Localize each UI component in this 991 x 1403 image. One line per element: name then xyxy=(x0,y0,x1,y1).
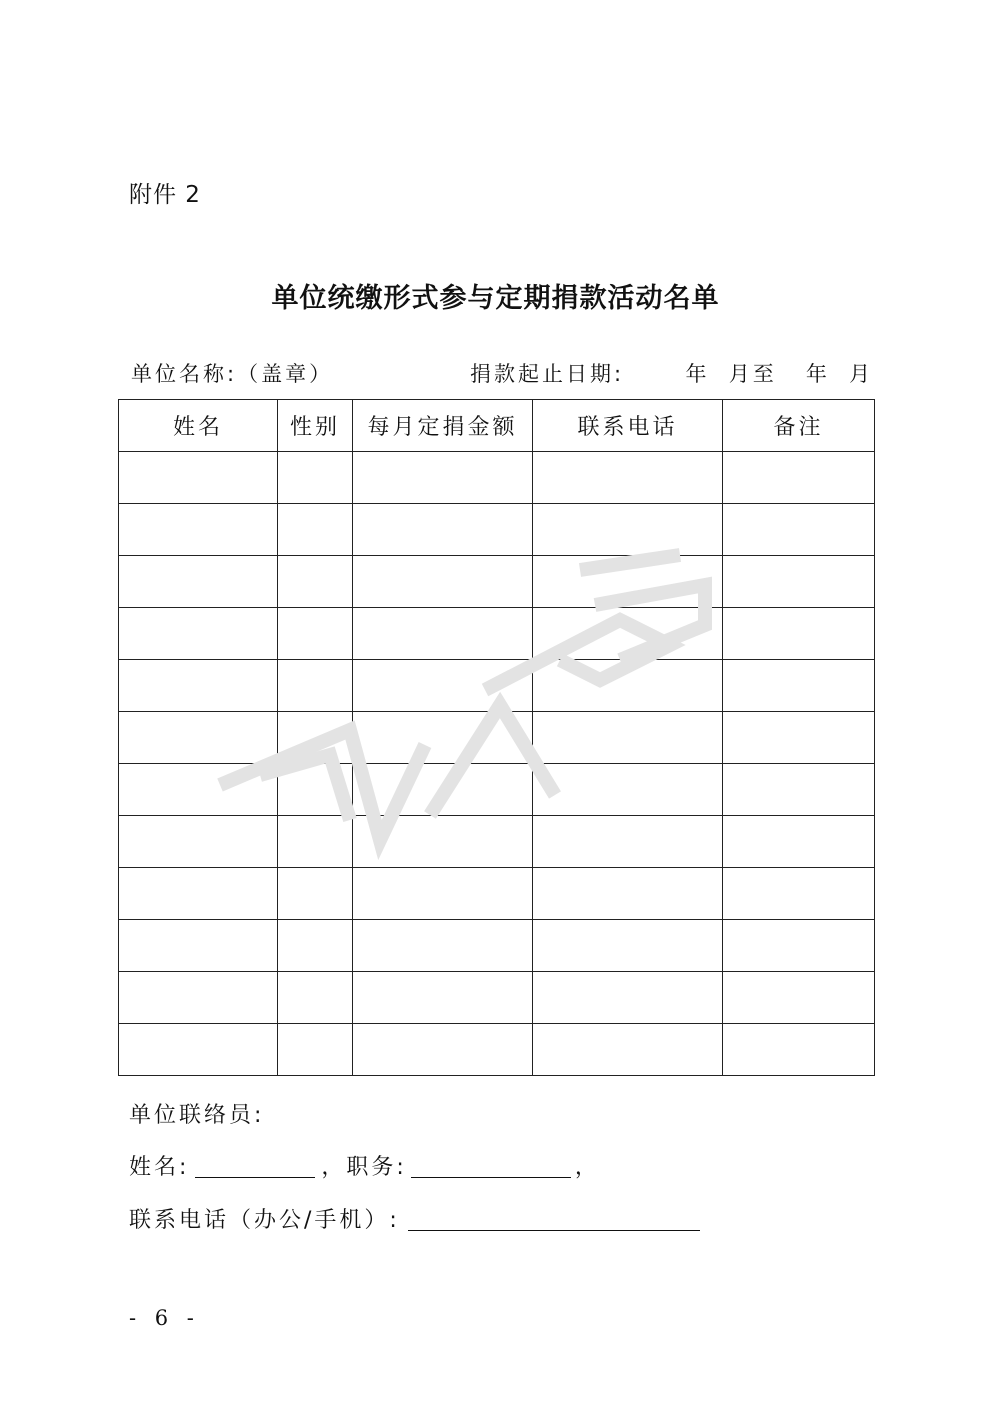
cell-phone[interactable] xyxy=(533,816,723,868)
header-phone: 联系电话 xyxy=(533,400,723,452)
cell-phone[interactable] xyxy=(533,972,723,1024)
cell-phone[interactable] xyxy=(533,1024,723,1076)
table-row xyxy=(119,608,875,660)
cell-notes[interactable] xyxy=(723,764,875,816)
cell-name[interactable] xyxy=(119,816,278,868)
cell-monthly-amount[interactable] xyxy=(353,972,533,1024)
date-label: 捐款起止日期: xyxy=(470,362,625,386)
cell-monthly-amount[interactable] xyxy=(353,1024,533,1076)
cell-monthly-amount[interactable] xyxy=(353,764,533,816)
page-number: - 6 - xyxy=(129,1306,200,1330)
cell-notes[interactable] xyxy=(723,972,875,1024)
contact-position-field[interactable] xyxy=(411,1153,571,1178)
cell-gender[interactable] xyxy=(278,816,353,868)
cell-notes[interactable] xyxy=(723,712,875,764)
cell-phone[interactable] xyxy=(533,556,723,608)
cell-notes[interactable] xyxy=(723,608,875,660)
cell-gender[interactable] xyxy=(278,452,353,504)
cell-gender[interactable] xyxy=(278,972,353,1024)
cell-name[interactable] xyxy=(119,868,278,920)
cell-notes[interactable] xyxy=(723,920,875,972)
cell-name[interactable] xyxy=(119,556,278,608)
cell-notes[interactable] xyxy=(723,816,875,868)
table-row xyxy=(119,712,875,764)
table-row xyxy=(119,556,875,608)
cell-monthly-amount[interactable] xyxy=(353,452,533,504)
header-name: 姓名 xyxy=(119,400,278,452)
cell-phone[interactable] xyxy=(533,660,723,712)
contact-position-label: ，职务: xyxy=(321,1155,407,1180)
cell-gender[interactable] xyxy=(278,1024,353,1076)
cell-notes[interactable] xyxy=(723,1024,875,1076)
table-row xyxy=(119,816,875,868)
cell-monthly-amount[interactable] xyxy=(353,504,533,556)
table-row xyxy=(119,920,875,972)
donor-table xyxy=(118,399,875,1076)
cell-phone[interactable] xyxy=(533,868,723,920)
cell-gender[interactable] xyxy=(278,660,353,712)
cell-monthly-amount[interactable] xyxy=(353,920,533,972)
cell-gender[interactable] xyxy=(278,556,353,608)
cell-gender[interactable] xyxy=(278,868,353,920)
donation-date-row xyxy=(470,358,873,388)
cell-gender[interactable] xyxy=(278,504,353,556)
table-row xyxy=(119,868,875,920)
cell-gender[interactable] xyxy=(278,764,353,816)
cell-name[interactable] xyxy=(119,504,278,556)
cell-notes[interactable] xyxy=(723,556,875,608)
cell-gender[interactable] xyxy=(278,608,353,660)
cell-phone[interactable] xyxy=(533,920,723,972)
table-header-row xyxy=(119,400,875,452)
table-body xyxy=(119,452,875,1076)
cell-notes[interactable] xyxy=(723,660,875,712)
cell-name[interactable] xyxy=(119,660,278,712)
cell-notes[interactable] xyxy=(723,452,875,504)
cell-name[interactable] xyxy=(119,452,278,504)
org-name-label: 单位名称:（盖章） xyxy=(131,362,334,386)
document-title: 单位统缴形式参与定期捐款活动名单 xyxy=(271,283,720,314)
attachment-label: 附件 2 xyxy=(129,182,201,208)
cell-gender[interactable] xyxy=(278,712,353,764)
cell-phone[interactable] xyxy=(533,712,723,764)
cell-monthly-amount[interactable] xyxy=(353,556,533,608)
header-gender: 性别 xyxy=(278,400,353,452)
table-row xyxy=(119,764,875,816)
contact-name-row xyxy=(129,1150,600,1181)
cell-gender[interactable] xyxy=(278,920,353,972)
cell-name[interactable] xyxy=(119,764,278,816)
cell-monthly-amount[interactable] xyxy=(353,816,533,868)
cell-notes[interactable] xyxy=(723,504,875,556)
cell-name[interactable] xyxy=(119,1024,278,1076)
header-monthly-amount: 每月定捐金额 xyxy=(353,400,533,452)
cell-name[interactable] xyxy=(119,972,278,1024)
date-range: 年 月至 年 月 xyxy=(685,362,874,386)
cell-name[interactable] xyxy=(119,920,278,972)
cell-phone[interactable] xyxy=(533,504,723,556)
contact-name-label: 姓名: xyxy=(129,1155,190,1180)
contact-phone-field[interactable] xyxy=(408,1206,700,1231)
table-row xyxy=(119,452,875,504)
cell-monthly-amount[interactable] xyxy=(353,868,533,920)
contact-phone-row xyxy=(129,1203,700,1234)
cell-monthly-amount[interactable] xyxy=(353,660,533,712)
header-notes: 备注 xyxy=(723,400,875,452)
table-row xyxy=(119,1024,875,1076)
cell-name[interactable] xyxy=(119,712,278,764)
contact-name-field[interactable] xyxy=(195,1153,315,1178)
table-row xyxy=(119,972,875,1024)
cell-phone[interactable] xyxy=(533,764,723,816)
trailing-comma: ， xyxy=(574,1155,600,1180)
table-row xyxy=(119,660,875,712)
cell-phone[interactable] xyxy=(533,452,723,504)
contact-section-label: 单位联络员: xyxy=(129,1103,265,1128)
cell-notes[interactable] xyxy=(723,868,875,920)
cell-name[interactable] xyxy=(119,608,278,660)
cell-phone[interactable] xyxy=(533,608,723,660)
table-row xyxy=(119,504,875,556)
cell-monthly-amount[interactable] xyxy=(353,608,533,660)
contact-phone-label: 联系电话（办公/手机）: xyxy=(129,1208,400,1233)
cell-monthly-amount[interactable] xyxy=(353,712,533,764)
